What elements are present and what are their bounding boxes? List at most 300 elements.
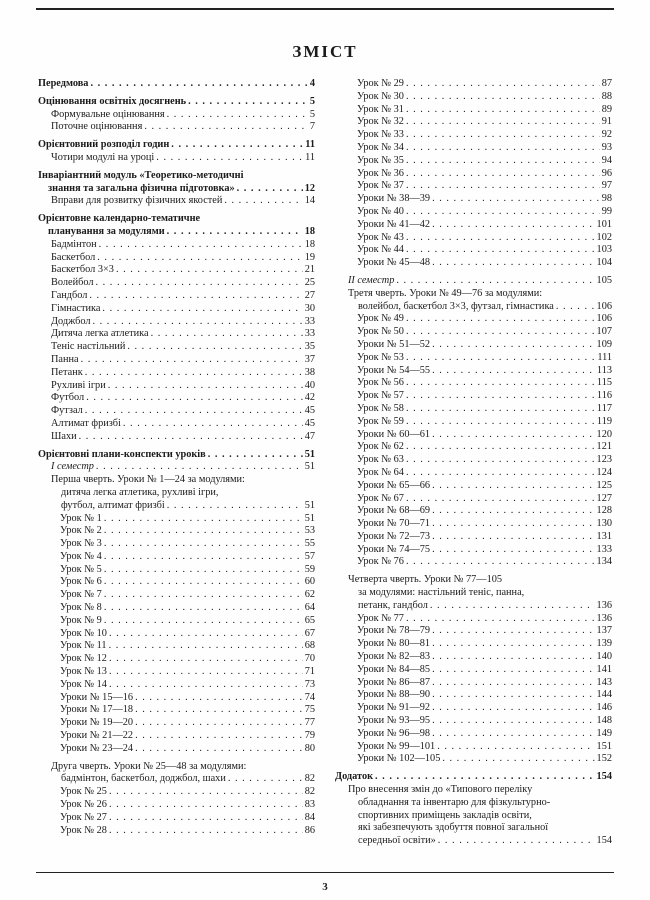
page-ref: 119 <box>596 415 612 427</box>
toc-entry <box>335 244 612 257</box>
toc-entry-label: Уроки № 51—52 <box>357 338 431 350</box>
page-ref: 11 <box>305 151 315 163</box>
dot-leader <box>104 576 303 589</box>
page-ref: 30 <box>304 302 315 314</box>
toc-entry-label: Уроки № 93—95 <box>357 715 431 727</box>
page-ref: 67 <box>304 627 315 639</box>
dot-leader <box>432 728 594 741</box>
page-ref: 86 <box>304 824 315 836</box>
toc-entry-label: Уроки № 70—71 <box>357 518 431 530</box>
page-ref: 105 <box>596 274 612 286</box>
toc-entry-label: Уроки № 19—20 <box>60 717 134 729</box>
toc-entry <box>38 121 315 134</box>
toc-entry <box>38 730 315 743</box>
toc-entry-label: Уроки № 91—92 <box>357 702 431 714</box>
page-ref: 131 <box>596 530 612 542</box>
page-ref: 51 <box>304 512 315 524</box>
toc-entry <box>335 518 612 531</box>
toc-entry <box>38 812 315 825</box>
toc-entry <box>335 313 612 326</box>
page-ref: 42 <box>304 392 315 404</box>
toc-entry-label: Урок № 50 <box>357 326 404 338</box>
dot-leader <box>432 505 594 518</box>
toc-entry <box>38 367 315 380</box>
dot-leader <box>556 301 595 314</box>
toc-entry-label: Уроки № 99—101 <box>357 740 436 752</box>
dot-leader <box>406 377 595 390</box>
toc-entry <box>335 625 612 638</box>
page-ref: 53 <box>304 525 315 537</box>
toc-entry-label: Урок № 63 <box>357 454 404 466</box>
toc-entry: Інваріантний модуль «Теоретико-методичні знання та загальна фізична підготовка» . . . 12 <box>38 170 315 196</box>
page-ref: 115 <box>596 377 612 389</box>
toc-entry: Орієнтовне календарно-тематичне планування за модулями . . . 18 <box>38 213 315 239</box>
toc-entry <box>335 702 612 715</box>
toc-entry <box>335 651 612 664</box>
toc-entry-label: Гімнастика <box>51 302 101 314</box>
dot-leader <box>97 252 302 265</box>
dot-leader <box>135 692 303 705</box>
page-ref: 116 <box>596 390 612 402</box>
toc-entry-label: Урок № 11 <box>60 640 107 652</box>
toc-entry <box>335 352 612 365</box>
top-rule <box>36 8 614 10</box>
toc-entry-label: Уроки № 21—22 <box>60 730 134 742</box>
dot-leader <box>406 206 600 219</box>
toc-entry-label: Уроки № 86—87 <box>357 676 431 688</box>
toc-entry <box>38 564 315 577</box>
dot-leader <box>167 500 303 513</box>
toc-entry-label: Урок № 4 <box>60 550 102 562</box>
page-ref: 25 <box>304 277 315 289</box>
toc-entry-label: середньої освіти» <box>358 835 436 847</box>
page-ref: 60 <box>304 576 315 588</box>
toc-entry <box>38 239 315 252</box>
toc-entry-label: футбол, алтимат фризбі <box>61 499 165 511</box>
toc-entry-label: знання та загальна фізична підготовка» <box>48 182 235 194</box>
toc-entry-label: Уроки № 65—66 <box>357 479 431 491</box>
page-ref: 123 <box>596 454 612 466</box>
dot-leader <box>89 290 302 303</box>
toc-entry <box>335 441 612 454</box>
dot-leader <box>109 825 303 838</box>
toc-entry-label: Урок № 76 <box>357 556 404 568</box>
page-ref: 120 <box>596 428 612 440</box>
page-ref: 75 <box>304 704 315 716</box>
toc-entry <box>38 109 315 122</box>
dot-leader <box>104 564 303 577</box>
dot-leader <box>432 651 594 664</box>
toc-entry <box>38 743 315 756</box>
page-ref: 136 <box>596 599 612 611</box>
toc-entry <box>38 461 315 474</box>
dot-leader <box>208 449 303 462</box>
dot-leader <box>432 689 594 702</box>
page-ref: 96 <box>601 167 612 179</box>
dot-leader <box>430 600 595 613</box>
toc-entry-label: Панна <box>51 353 79 365</box>
toc-entry <box>38 551 315 564</box>
page-ref: 109 <box>596 338 612 350</box>
page-ref: 121 <box>596 441 612 453</box>
dot-leader <box>92 316 302 329</box>
page-ref: 59 <box>304 563 315 575</box>
toc-entry <box>335 715 612 728</box>
page-ref: 51 <box>304 461 315 473</box>
dot-leader <box>228 773 303 786</box>
dot-leader <box>406 352 595 365</box>
dot-leader <box>188 96 308 109</box>
page-ref: 45 <box>304 405 315 417</box>
toc-entry-label: Додаток <box>335 771 374 783</box>
toc-entry-label: волейбол, баскетбол 3×3, футзал, гімнастика <box>358 300 554 312</box>
dot-leader <box>406 493 595 506</box>
toc-entry <box>335 638 612 651</box>
page-ref: 154 <box>596 771 612 783</box>
toc-entry <box>335 544 612 557</box>
toc-entry <box>38 589 315 602</box>
dot-leader <box>127 341 302 354</box>
page-ref: 88 <box>601 90 612 102</box>
toc-entry-label: Урок № 13 <box>60 666 107 678</box>
dot-leader <box>237 183 303 196</box>
toc-entry-label: Уроки № 17—18 <box>60 704 134 716</box>
page-ref: 80 <box>304 742 315 754</box>
dot-leader <box>85 367 303 380</box>
dot-leader <box>104 525 303 538</box>
page-ref: 127 <box>596 492 612 504</box>
page-ref: 139 <box>596 638 612 650</box>
toc-entry-label: Урок № 57 <box>357 390 404 402</box>
toc-entry <box>38 679 315 692</box>
dot-leader <box>96 277 303 290</box>
toc-entry <box>335 104 612 117</box>
toc-entry-label: Урок № 64 <box>357 466 404 478</box>
toc-entry <box>335 613 612 626</box>
dot-leader <box>135 743 303 756</box>
toc-entry <box>38 328 315 341</box>
dot-leader <box>432 518 594 531</box>
toc-entry-label: Орієнтовні плани-конспекти уроків <box>38 448 206 460</box>
footer-rule <box>36 872 614 873</box>
toc-entry <box>335 219 612 232</box>
dot-leader <box>135 717 303 730</box>
toc-entry <box>38 418 315 431</box>
page-ref: 11 <box>305 139 315 151</box>
page-ref: 97 <box>601 180 612 192</box>
toc-entry-label: Урок № 28 <box>60 824 107 836</box>
page-ref: 124 <box>596 466 612 478</box>
dot-leader <box>432 677 594 690</box>
toc-entry <box>38 96 315 109</box>
toc-entry <box>335 493 612 506</box>
toc-entry <box>38 303 315 316</box>
toc-entry-label: Урок № 9 <box>60 614 102 626</box>
toc-entry <box>335 78 612 91</box>
dot-leader <box>406 326 595 339</box>
dot-leader <box>406 416 595 429</box>
page-ref: 33 <box>304 328 315 340</box>
toc-entry <box>335 454 612 467</box>
page-ref: 18 <box>304 238 315 250</box>
toc-entry-label: Урок № 14 <box>60 678 107 690</box>
toc-entry-label: Футзал <box>51 405 83 417</box>
toc-entry <box>38 704 315 717</box>
page-ref: 111 <box>597 351 612 363</box>
dot-leader <box>167 226 303 239</box>
toc-entry-label: Урок № 29 <box>357 78 404 89</box>
toc-entry-label: Уроки № 45—48 <box>357 257 431 269</box>
toc-entry <box>38 380 315 393</box>
toc-entry <box>335 771 612 784</box>
dot-leader <box>406 104 600 117</box>
toc-entry-label: Гандбол <box>51 289 88 301</box>
page-ref: 37 <box>304 353 315 365</box>
dot-leader <box>432 715 594 728</box>
page-ref: 77 <box>304 717 315 729</box>
dot-leader <box>109 640 303 653</box>
dot-leader <box>442 753 594 766</box>
dot-leader <box>432 219 594 232</box>
toc-entry <box>38 602 315 615</box>
toc-entry-label: Урок № 5 <box>60 563 102 575</box>
page-ref: 40 <box>304 379 315 391</box>
page-ref: 92 <box>601 129 612 141</box>
toc-entry-label: Урок № 10 <box>60 627 107 639</box>
toc-entry-label: Дитяча легка атлетика <box>51 328 149 340</box>
dot-leader <box>406 155 600 168</box>
toc-entry-label: Уроки № 38—39 <box>357 193 431 205</box>
toc-entry-label: Уроки № 41—42 <box>357 218 431 230</box>
toc-entry: Третя чверть. Уроки № 49—76 за модулями: волейбол, баскетбол 3×3, футзал, гімнастика . . . 106 <box>335 288 612 314</box>
page-ref: 144 <box>596 689 612 701</box>
dot-leader <box>116 264 303 277</box>
page-ref: 134 <box>596 556 612 568</box>
toc-entry-label: Урок № 56 <box>357 377 404 389</box>
toc-entry <box>335 664 612 677</box>
page-ref: 62 <box>304 589 315 601</box>
page-ref: 125 <box>596 479 612 491</box>
toc-entry-label: Чотири модулі на уроці <box>51 151 155 163</box>
toc-column-right <box>335 78 612 848</box>
toc-entry-label: Урок № 77 <box>357 612 404 624</box>
dot-leader <box>144 121 308 134</box>
toc-entry-label: Урок № 25 <box>60 786 107 798</box>
dot-leader <box>79 431 303 444</box>
toc-entry <box>335 753 612 766</box>
toc-entry-label: Рухливі ігри <box>51 379 106 391</box>
toc-entry-label: Уроки № 54—55 <box>357 364 431 376</box>
dot-leader <box>108 380 303 393</box>
toc-entry-label: Уроки № 84—85 <box>357 663 431 675</box>
page-ref: 73 <box>304 678 315 690</box>
dot-leader <box>432 193 600 206</box>
toc-entry-label: Формувальне оцінювання <box>51 108 165 120</box>
toc-entry <box>38 316 315 329</box>
dot-leader <box>81 354 303 367</box>
page-ref: 136 <box>596 612 612 624</box>
toc-entry <box>335 505 612 518</box>
page-ref: 89 <box>601 103 612 115</box>
toc-entry <box>335 232 612 245</box>
dot-leader <box>104 538 303 551</box>
page-ref: 38 <box>304 366 315 378</box>
toc-entry-label: Урок № 6 <box>60 576 102 588</box>
toc-entry-label: Шахи <box>51 430 77 442</box>
toc-entry-label: Урок № 43 <box>357 231 404 243</box>
toc-entry: Друга чверть. Уроки № 25—48 за модулями: бадмінтон, баскетбол, доджбол, шахи . . . 82 <box>38 761 315 787</box>
dot-leader <box>438 835 595 848</box>
dot-leader <box>406 91 600 104</box>
page-ref: 19 <box>304 251 315 263</box>
toc-entry-label: Урок № 3 <box>60 538 102 550</box>
toc-entry-label: Урок № 7 <box>60 589 102 601</box>
page-ref: 5 <box>309 95 315 107</box>
dot-leader <box>406 180 600 193</box>
toc-entry-label: Уроки № 60—61 <box>357 428 431 440</box>
page-ref: 94 <box>601 154 612 166</box>
toc-entry-label: Урок № 62 <box>357 441 404 453</box>
page-ref: 106 <box>596 313 612 325</box>
dot-leader <box>396 275 594 288</box>
toc-entry-label: Уроки № 68—69 <box>357 505 431 517</box>
page-ref: 4 <box>309 78 315 89</box>
toc-entry-label: Урок № 30 <box>357 90 404 102</box>
page-ref: 113 <box>596 364 612 376</box>
toc-entry-label: Уроки № 72—73 <box>357 530 431 542</box>
toc-entry-label: Теніс настільний <box>51 341 126 353</box>
dot-leader <box>109 653 303 666</box>
dot-leader <box>156 152 303 165</box>
dot-leader <box>406 168 600 181</box>
toc-entry-label: Бадмінтон <box>51 238 97 250</box>
toc-entry: Перша чверть. Уроки № 1—24 за модулями: дитяча легка атлетика, рухливі ігри, футбол, алтимат фризбі . . . 51 <box>38 474 315 512</box>
toc-entry-label: Уроки № 102—105 <box>357 753 441 765</box>
dot-leader <box>432 339 594 352</box>
dot-leader <box>86 392 303 405</box>
toc-entry <box>335 91 612 104</box>
toc-entry <box>38 405 315 418</box>
dot-leader <box>104 602 303 615</box>
dot-leader <box>90 78 307 91</box>
toc-entry-label: Уроки № 96—98 <box>357 727 431 739</box>
toc-entry <box>38 290 315 303</box>
toc-entry <box>335 193 612 206</box>
toc-entry-label: Урок № 34 <box>357 141 404 153</box>
dot-leader <box>432 429 594 442</box>
dot-leader <box>406 313 595 326</box>
dot-leader <box>406 129 600 142</box>
toc-entry <box>335 326 612 339</box>
toc-entry <box>335 206 612 219</box>
toc-entry <box>38 195 315 208</box>
toc-entry <box>38 628 315 641</box>
toc-entry-label: Урок № 26 <box>60 799 107 811</box>
dot-leader <box>432 531 594 544</box>
page-ref: 140 <box>596 651 612 663</box>
toc-entry <box>335 480 612 493</box>
toc-entry <box>38 513 315 526</box>
page-ref: 82 <box>304 773 315 785</box>
toc-entry <box>335 257 612 270</box>
toc-entry <box>38 525 315 538</box>
dot-leader <box>135 730 303 743</box>
dot-leader <box>406 454 595 467</box>
toc-entry <box>38 139 315 152</box>
page-ref: 101 <box>596 218 612 230</box>
toc-entry-label: Баскетбол 3×3 <box>51 264 114 276</box>
dot-leader <box>102 303 302 316</box>
page-ref: 154 <box>596 835 612 847</box>
page-ref: 7 <box>309 121 315 133</box>
page-ref: 130 <box>596 518 612 530</box>
page-ref: 5 <box>309 108 315 120</box>
page-ref: 12 <box>304 182 315 194</box>
toc-entry-label: Уроки № 78—79 <box>357 625 431 637</box>
dot-leader <box>104 513 303 526</box>
page-ref: 149 <box>596 727 612 739</box>
page-ref: 151 <box>596 740 612 752</box>
toc-entry-label: Урок № 44 <box>357 244 404 256</box>
toc-entry <box>38 692 315 705</box>
toc-entry-label: Урок № 67 <box>357 492 404 504</box>
page-ref: 107 <box>596 326 612 338</box>
toc-entry: Четверта чверть. Уроки № 77—105 за модулями: настільний теніс, панна, петанк, гандбол . . . 136 <box>335 574 612 612</box>
toc-entry <box>335 429 612 442</box>
toc-entry-label: Урок № 59 <box>357 415 404 427</box>
page-ref: 18 <box>304 225 315 237</box>
toc-entry-label: Футбол <box>51 392 85 404</box>
page-ref: 106 <box>596 300 612 312</box>
toc-entry-label: Урок № 32 <box>357 116 404 128</box>
dot-leader <box>406 556 595 569</box>
page-ref: 70 <box>304 653 315 665</box>
toc-entry <box>38 354 315 367</box>
toc-entry-label: Оцінювання освітніх досягнень <box>38 95 187 107</box>
page-ref: 93 <box>601 141 612 153</box>
toc-entry <box>38 666 315 679</box>
dot-leader <box>375 771 595 784</box>
dot-leader <box>406 441 595 454</box>
toc-entry <box>335 377 612 390</box>
page-ref: 33 <box>304 315 315 327</box>
dot-leader <box>406 390 595 403</box>
toc-entry <box>38 615 315 628</box>
toc-entry-label: Вправи для розвитку фізичних якостей <box>51 195 223 207</box>
page-ref: 103 <box>596 244 612 256</box>
toc-entry <box>38 341 315 354</box>
toc-entry-label: Волейбол <box>51 277 94 289</box>
dot-leader <box>99 239 303 252</box>
dot-leader <box>432 664 594 677</box>
page-ref: 65 <box>304 614 315 626</box>
dot-leader <box>85 405 303 418</box>
page-ref: 79 <box>304 730 315 742</box>
dot-leader <box>135 704 303 717</box>
toc-entry <box>38 252 315 265</box>
toc-entry-label: Уроки № 88—90 <box>357 689 431 701</box>
page-ref: 83 <box>304 799 315 811</box>
page-ref: 64 <box>304 602 315 614</box>
page-ref: 141 <box>596 663 612 675</box>
dot-leader <box>432 480 594 493</box>
toc-entry <box>335 168 612 181</box>
toc-entry <box>335 531 612 544</box>
toc-entry <box>335 129 612 142</box>
dot-leader <box>123 418 303 431</box>
toc-entry-label: Урок № 33 <box>357 129 404 141</box>
toc-entry-label: Алтимат фризбі <box>51 417 121 429</box>
